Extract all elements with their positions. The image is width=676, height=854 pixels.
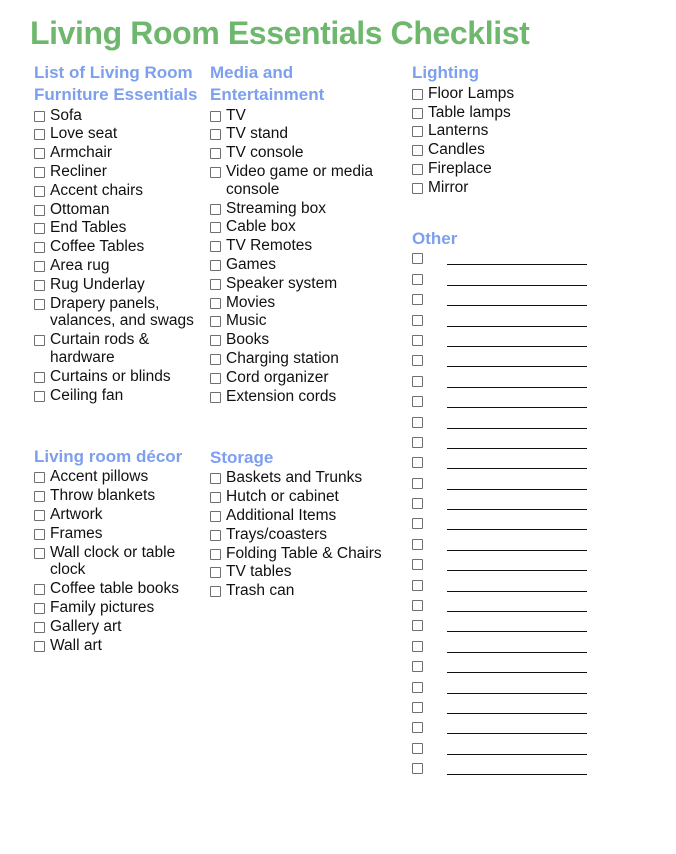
list-item[interactable] [34,544,205,581]
checkbox-icon[interactable] [412,620,423,631]
checklist-columns [0,62,676,781]
item-list-living-room-decor [34,468,205,655]
write-in-line[interactable] [447,591,587,592]
list-item[interactable] [34,295,205,332]
checkbox-icon[interactable] [34,391,45,402]
item-label: Speaker system [226,274,338,292]
item-label: Coffee table books [50,580,179,598]
list-item[interactable] [34,276,205,295]
other-blank-row[interactable] [412,454,676,474]
checkbox-icon[interactable] [34,529,45,540]
checkbox-icon[interactable] [34,603,45,614]
column-3 [406,62,676,781]
item-label: Baskets and Trunks [226,469,363,487]
checkbox-icon[interactable] [34,510,45,521]
section-heading-media-and-entertainment: Media and Entertainment [210,63,325,104]
checkbox-icon[interactable] [210,111,221,122]
write-in-line[interactable] [447,672,587,673]
item-label: Candles [428,141,485,159]
item-label: Armchair [50,144,113,162]
checkbox-icon[interactable] [210,167,221,178]
item-label: TV console [226,144,304,162]
item-list-lighting [412,85,676,198]
checkbox-icon[interactable] [412,763,423,774]
item-label: Drapery panels, valances, and swags [50,294,194,330]
checkbox-icon[interactable] [412,164,423,175]
checkbox-icon[interactable] [34,335,45,346]
write-in-line[interactable] [447,346,587,347]
item-label: Lanterns [428,122,489,140]
write-in-line[interactable] [447,407,587,408]
list-item[interactable] [210,350,406,369]
item-label: Artwork [50,505,103,523]
item-label: Wall clock or table clock [50,543,176,579]
checkbox-icon[interactable] [210,129,221,140]
item-label: Floor Lamps [428,84,515,102]
checkbox-icon[interactable] [210,392,221,403]
list-item[interactable] [210,275,406,294]
item-label: Trash can [226,582,295,600]
item-label: Rug Underlay [50,275,145,293]
list-item[interactable] [210,256,406,275]
list-item[interactable] [210,200,406,219]
checkbox-icon[interactable] [412,702,423,713]
item-list-furniture-essentials [34,107,205,406]
write-in-line[interactable] [447,713,587,714]
section-spacer [34,406,205,446]
section-spacer [412,198,676,228]
write-in-line[interactable] [447,570,587,571]
list-item[interactable] [210,125,406,144]
item-label: Frames [50,524,103,542]
list-item[interactable] [210,237,406,256]
other-blank-row[interactable] [412,740,676,760]
list-item[interactable] [412,160,676,179]
list-item[interactable] [34,599,205,618]
write-in-line[interactable] [447,448,587,449]
checkbox-icon[interactable] [412,253,423,264]
list-item[interactable] [210,488,406,507]
checkbox-icon[interactable] [412,661,423,672]
other-blank-row[interactable] [412,658,676,678]
item-label: Books [226,331,270,349]
item-label: Curtain rods & hardware [50,331,150,367]
checkbox-icon[interactable] [412,478,423,489]
write-in-line[interactable] [447,264,587,265]
list-item[interactable] [210,107,406,126]
checkbox-icon[interactable] [412,722,423,733]
other-blank-row[interactable] [412,393,676,413]
other-blank-row[interactable] [412,312,676,332]
item-list-media-and-entertainment [210,107,406,407]
other-blank-row[interactable] [412,332,676,352]
list-item[interactable] [210,331,406,350]
list-item[interactable] [34,580,205,599]
checkbox-icon[interactable] [34,372,45,383]
checkbox-icon[interactable] [412,457,423,468]
list-item[interactable] [210,469,406,488]
checkbox-icon[interactable] [210,148,221,159]
checkbox-icon[interactable] [412,396,423,407]
list-item[interactable] [210,388,406,407]
section-furniture-essentials [34,62,205,406]
write-in-line[interactable] [447,550,587,551]
list-item[interactable] [34,387,205,406]
other-blank-row[interactable] [412,515,676,535]
checkbox-icon[interactable] [412,743,423,754]
checkbox-icon[interactable] [412,641,423,652]
list-item[interactable] [34,525,205,544]
checkbox-icon[interactable] [210,354,221,365]
checkbox-icon[interactable] [34,622,45,633]
section-heading-storage: Storage [210,447,274,467]
list-item[interactable] [34,637,205,656]
item-label: Ceiling fan [50,386,124,404]
item-label: TV [226,106,246,124]
checkbox-icon[interactable] [412,437,423,448]
write-in-line[interactable] [447,285,587,286]
list-item[interactable] [412,104,676,123]
checkbox-icon[interactable] [210,473,221,484]
item-label: Music [226,312,267,330]
list-item[interactable] [34,182,205,201]
other-blank-row[interactable] [412,434,676,454]
other-blank-row[interactable] [412,495,676,515]
list-item[interactable] [412,179,676,198]
checkbox-icon[interactable] [34,491,45,502]
item-label: Ottoman [50,200,110,218]
item-label: Accent chairs [50,181,144,199]
item-label: Throw blankets [50,487,156,505]
checkbox-icon[interactable] [210,511,221,522]
write-in-line[interactable] [447,774,587,775]
checkbox-icon[interactable] [412,600,423,611]
checkbox-icon[interactable] [34,584,45,595]
write-in-line[interactable] [447,652,587,653]
write-in-line[interactable] [447,529,587,530]
item-label: Gallery art [50,617,122,635]
checkbox-icon[interactable] [210,586,221,597]
list-item[interactable] [34,506,205,525]
checkbox-icon[interactable] [412,682,423,693]
checkbox-icon[interactable] [412,183,423,194]
item-label: Video game or media console [226,162,374,198]
checkbox-icon[interactable] [34,299,45,310]
list-item[interactable] [210,144,406,163]
list-item[interactable] [210,369,406,388]
item-label: Movies [226,293,276,311]
checkbox-icon[interactable] [412,417,423,428]
item-label: Recliner [50,162,107,180]
other-blank-row[interactable] [412,291,676,311]
list-item[interactable] [34,107,205,126]
item-label: Cord organizer [226,368,329,386]
checkbox-icon[interactable] [210,530,221,541]
list-item[interactable] [412,141,676,160]
other-blank-row[interactable] [412,719,676,739]
checkbox-icon[interactable] [210,549,221,560]
list-item[interactable] [412,122,676,141]
checkbox-icon[interactable] [210,279,221,290]
checkbox-icon[interactable] [34,129,45,140]
checkbox-icon[interactable] [412,580,423,591]
checkbox-icon[interactable] [34,111,45,122]
list-item[interactable] [210,582,406,601]
list-item[interactable] [34,331,205,368]
checkbox-icon[interactable] [412,498,423,509]
item-list-storage [210,469,406,601]
checkbox-icon[interactable] [34,548,45,559]
checkbox-icon[interactable] [34,242,45,253]
write-in-line[interactable] [447,366,587,367]
item-label: Folding Table & Chairs [226,544,382,562]
write-in-line[interactable] [447,631,587,632]
item-label: Mirror [428,178,469,196]
checkbox-icon[interactable] [412,355,423,366]
checkbox-icon[interactable] [412,108,423,119]
checkbox-icon[interactable] [412,126,423,137]
item-label: Trays/coasters [226,525,328,543]
other-blank-row[interactable] [412,536,676,556]
list-item[interactable] [210,294,406,313]
item-label: Area rug [50,257,110,274]
list-item[interactable] [34,368,205,387]
item-label: Additional Items [226,506,337,524]
write-in-line[interactable] [447,305,587,306]
item-label: Games [226,256,276,273]
item-list-other-blanks [412,250,676,780]
other-blank-row[interactable] [412,556,676,576]
checkbox-icon[interactable] [210,492,221,503]
checkbox-icon[interactable] [412,559,423,570]
list-item[interactable] [210,563,406,582]
checkbox-icon[interactable] [34,205,45,216]
checkbox-icon[interactable] [210,222,221,233]
other-blank-row[interactable] [412,617,676,637]
checkbox-icon[interactable] [210,260,221,271]
write-in-line[interactable] [447,733,587,734]
section-heading-other: Other [412,228,458,248]
list-item[interactable] [34,618,205,637]
list-item[interactable] [210,526,406,545]
list-item[interactable] [34,219,205,238]
checkbox-icon[interactable] [412,294,423,305]
item-label: Table lamps [428,103,511,121]
list-item[interactable] [34,125,205,144]
write-in-line[interactable] [447,754,587,755]
checkbox-icon[interactable] [34,167,45,178]
checkbox-icon[interactable] [412,315,423,326]
item-label: Extension cords [226,387,337,405]
item-label: Charging station [226,350,339,368]
checkbox-icon[interactable] [412,518,423,529]
page-title: Living Room Essentials Checklist [30,15,530,51]
other-blank-row[interactable] [412,475,676,495]
checkbox-icon[interactable] [210,241,221,252]
checkbox-icon[interactable] [34,261,45,272]
checkbox-icon[interactable] [34,148,45,159]
item-label: Streaming box [226,199,326,217]
checkbox-icon[interactable] [210,316,221,327]
section-heading-living-room-decor: Living room décor [34,446,183,466]
write-in-line[interactable] [447,326,587,327]
item-label: TV stand [226,125,289,143]
item-label: Love seat [50,125,118,143]
checkbox-icon[interactable] [412,335,423,346]
other-blank-row[interactable] [412,699,676,719]
checkbox-icon[interactable] [34,223,45,234]
item-label: Coffee Tables [50,238,145,256]
item-label: Sofa [50,106,82,124]
list-item[interactable] [210,545,406,564]
item-label: Cable box [226,218,296,236]
list-item[interactable] [210,218,406,237]
other-blank-row[interactable] [412,638,676,658]
other-blank-row[interactable] [412,250,676,270]
section-heading-lighting: Lighting [412,63,480,82]
checkbox-icon[interactable] [412,274,423,285]
column-1 [0,62,205,655]
list-item[interactable] [412,85,676,104]
other-blank-row[interactable] [412,373,676,393]
section-living-room-decor [34,446,205,656]
list-item[interactable] [34,468,205,487]
list-item[interactable] [210,163,406,200]
checkbox-icon[interactable] [412,145,423,156]
item-label: Family pictures [50,598,155,616]
checkbox-icon[interactable] [210,567,221,578]
list-item[interactable] [210,312,406,331]
item-label: Hutch or cabinet [226,488,339,506]
write-in-line[interactable] [447,489,587,490]
item-label: Accent pillows [50,468,149,486]
checkbox-icon[interactable] [34,186,45,197]
list-item[interactable] [34,257,205,276]
section-media-and-entertainment [210,62,406,407]
other-blank-row[interactable] [412,679,676,699]
column-2 [205,62,406,601]
item-label: Curtains or blinds [50,367,171,385]
checkbox-icon[interactable] [210,204,221,215]
list-item[interactable] [34,201,205,220]
section-heading-furniture-essentials: List of Living Room Furniture Essentials [34,63,198,104]
section-spacer [210,407,406,447]
list-item[interactable] [34,487,205,506]
list-item[interactable] [34,163,205,182]
checkbox-icon[interactable] [412,376,423,387]
list-item[interactable] [210,507,406,526]
write-in-line[interactable] [447,611,587,612]
other-blank-row[interactable] [412,577,676,597]
other-blank-row[interactable] [412,352,676,372]
checkbox-icon[interactable] [210,298,221,309]
other-blank-row[interactable] [412,597,676,617]
item-label: Fireplace [428,160,492,177]
item-label: End Tables [50,219,127,237]
item-label: TV Remotes [226,237,313,255]
checkbox-icon[interactable] [34,472,45,483]
other-blank-row[interactable] [412,271,676,291]
checkbox-icon[interactable] [210,335,221,346]
section-storage [210,447,406,601]
checkbox-icon[interactable] [412,89,423,100]
write-in-line[interactable] [447,693,587,694]
write-in-line[interactable] [447,468,587,469]
checkbox-icon[interactable] [34,641,45,652]
checkbox-icon[interactable] [210,373,221,384]
write-in-line[interactable] [447,387,587,388]
write-in-line[interactable] [447,509,587,510]
checkbox-icon[interactable] [412,539,423,550]
other-blank-row[interactable] [412,414,676,434]
item-label: TV tables [226,563,292,581]
list-item[interactable] [34,144,205,163]
other-blank-row[interactable] [412,760,676,780]
list-item[interactable] [34,238,205,257]
checkbox-icon[interactable] [34,280,45,291]
write-in-line[interactable] [447,428,587,429]
item-label: Wall art [50,636,102,654]
section-other [412,228,676,781]
section-lighting [412,62,676,198]
